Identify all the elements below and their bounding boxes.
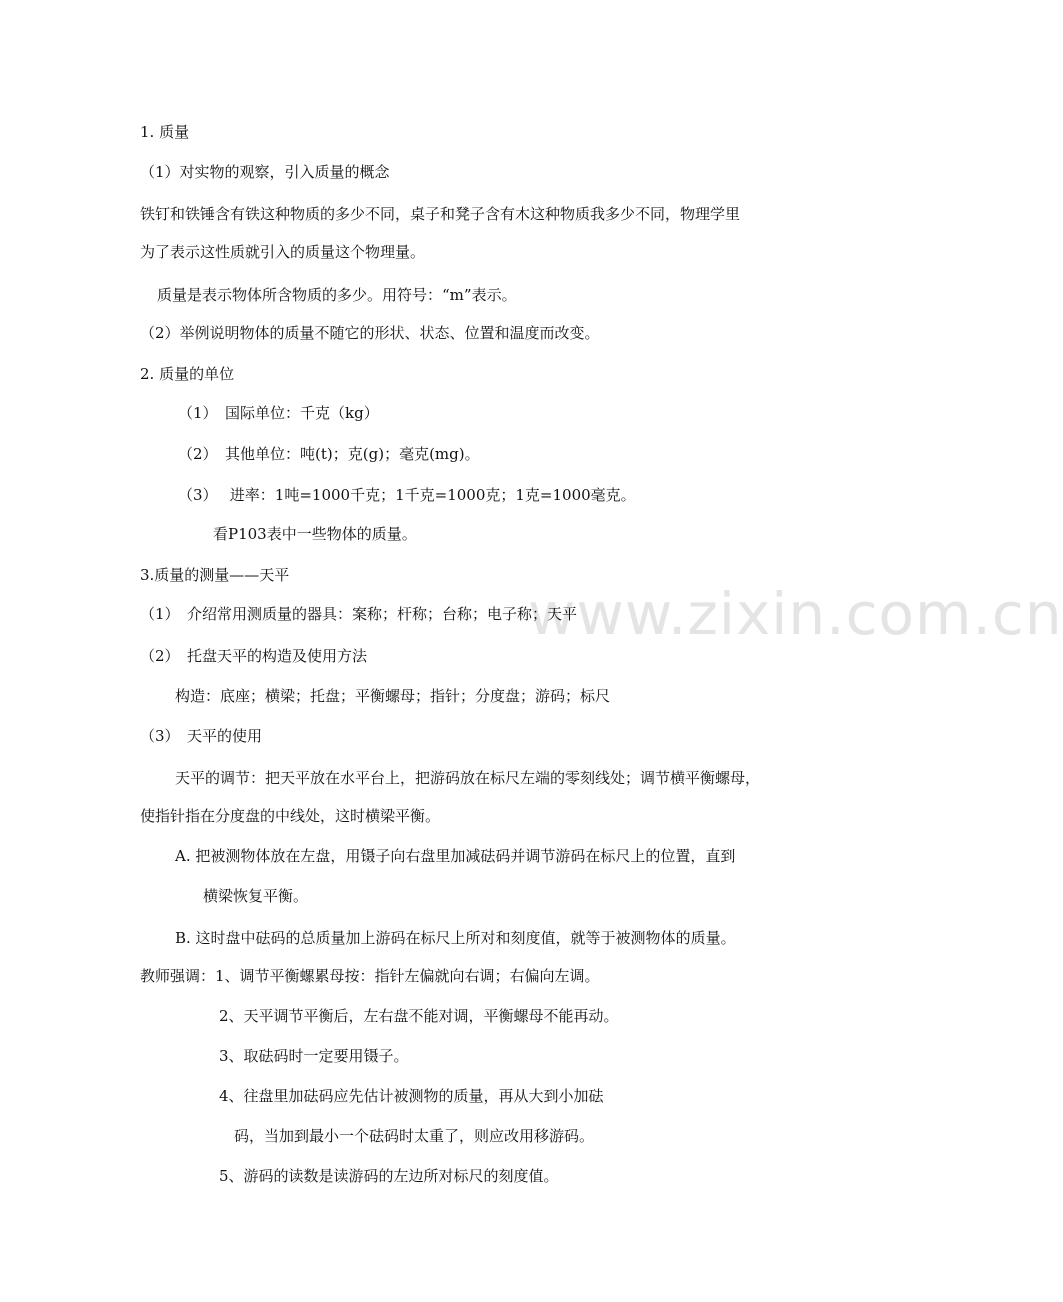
teacher-note-item: 3、取砝码时一定要用镊子。 (219, 1047, 409, 1065)
teacher-note-item: 2、天平调节平衡后，左右盘不能对调，平衡螺母不能再动。 (219, 1007, 619, 1025)
step-b: B. 这时盘中砝码的总质量加上游码在标尺上所对和刻度值，就等于被测物体的质量。 (175, 929, 736, 947)
subheading-1-2: （2）举例说明物体的质量不随它的形状、状态、位置和温度而改变。 (140, 324, 600, 342)
heading-2: 2. 质量的单位 (140, 365, 235, 383)
structure-line: 构造：底座；横梁；托盘；平衡螺母；指针；分度盘；游码；标尺 (175, 687, 611, 705)
unit-item: （2） 其他单位：吨(t)；克(g)；毫克(mg)。 (178, 445, 480, 463)
heading-1: 1. 质量 (140, 123, 190, 141)
paragraph-line: 铁钉和铁锤含有铁这种物质的多少不同，桌子和凳子含有木这种物质我多少不同，物理学里 (140, 205, 741, 223)
step-a: A. 把被测物体放在左盘，用镊子向右盘里加减砝码并调节游码在标尺上的位置，直到 (175, 847, 736, 865)
heading-3: 3.质量的测量——天平 (140, 566, 290, 584)
unit-item: （3） 进率：1吨=1000千克；1千克=1000克；1克=1000毫克。 (178, 486, 636, 504)
definition-line: 质量是表示物体所含物质的多少。用符号：“m”表示。 (157, 286, 517, 304)
teacher-note-item: 4、往盘里加砝码应先估计被测物的质量，再从大到小加砝 (219, 1087, 604, 1105)
note-line: 看P103表中一些物体的质量。 (213, 525, 417, 543)
subheading-3-3: （3） 天平的使用 (140, 727, 263, 745)
paragraph-line: 天平的调节：把天平放在水平台上，把游码放在标尺左端的零刻线处；调节横平衡螺母， (175, 769, 761, 787)
teacher-note-item-continued: 码，当加到最小一个砝码时太重了，则应改用移游码。 (234, 1127, 595, 1145)
teacher-note-item: 5、游码的读数是读游码的左边所对标尺的刻度值。 (219, 1167, 559, 1185)
step-a-continued: 横梁恢复平衡。 (203, 887, 309, 905)
teacher-note: 教师强调：1、调节平衡螺累母按：指针左偏就向右调；右偏向左调。 (140, 967, 600, 985)
subheading-3-2: （2） 托盘天平的构造及使用方法 (140, 647, 368, 665)
paragraph-line: 使指针指在分度盘的中线处，这时横梁平衡。 (140, 807, 441, 825)
subheading-3-1: （1） 介绍常用测质量的器具：案称；杆称；台称；电子称；天平 (140, 605, 578, 623)
unit-item: （1） 国际单位：千克（kg） (178, 404, 379, 422)
subheading-1-1: （1）对实物的观察，引入质量的概念 (140, 163, 390, 181)
watermark: www.zixin.com.cn (528, 580, 1063, 648)
paragraph-line: 为了表示这性质就引入的质量这个物理量。 (140, 243, 426, 261)
